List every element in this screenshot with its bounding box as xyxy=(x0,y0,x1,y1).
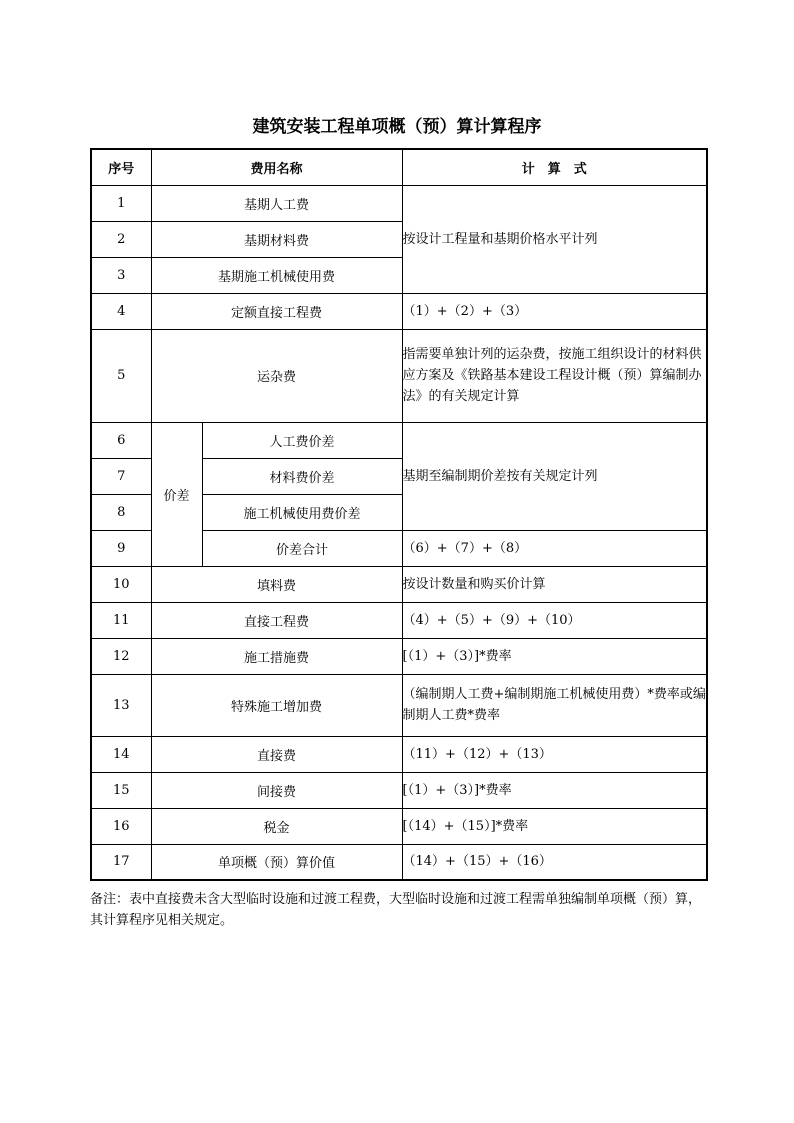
table-row xyxy=(91,602,707,638)
row-no: 4 xyxy=(91,293,151,329)
row-name: 基期人工费 xyxy=(151,185,402,221)
row-name: 特殊施工增加费 xyxy=(151,674,402,736)
row-name: 施工措施费 xyxy=(151,638,402,674)
row-formula: （4）+（5）+（9）+（10） xyxy=(402,602,707,638)
table-row xyxy=(91,808,707,844)
row-formula: [（1）+（3）]*费率 xyxy=(402,638,707,674)
row-no: 12 xyxy=(91,638,151,674)
row-no: 15 xyxy=(91,772,151,808)
header-name: 费用名称 xyxy=(151,149,402,185)
document-title: 建筑安装工程单项概（预）算计算程序 xyxy=(252,117,542,137)
row-no: 5 xyxy=(91,329,151,422)
row-no: 10 xyxy=(91,566,151,602)
price-diff-formula: 基期至编制期价差按有关规定计列 xyxy=(402,422,707,530)
row-formula: （编制期人工费+编制期施工机械使用费）*费率或编制期人工费*费率 xyxy=(402,674,707,736)
row-no: 8 xyxy=(91,494,151,530)
table-row xyxy=(91,329,707,422)
row-name: 材料费价差 xyxy=(202,458,402,494)
table-row xyxy=(91,844,707,880)
row-name: 价差合计 xyxy=(202,530,402,566)
calculation-table xyxy=(90,148,708,881)
table-row xyxy=(91,422,707,458)
header-no: 序号 xyxy=(91,149,151,185)
table-row xyxy=(91,674,707,736)
table-row xyxy=(91,293,707,329)
row-no: 7 xyxy=(91,458,151,494)
row-formula: （14）+（15）+（16） xyxy=(402,844,707,880)
row-name: 施工机械使用费价差 xyxy=(202,494,402,530)
table-row xyxy=(91,566,707,602)
row-name: 单项概（预）算价值 xyxy=(151,844,402,880)
row-no: 2 xyxy=(91,221,151,257)
row-formula: 指需要单独计列的运杂费，按施工组织设计的材料供应方案及《铁路基本建设工程设计概（预）算编制办法》的有关规定计算 xyxy=(402,329,707,422)
row-name: 填料费 xyxy=(151,566,402,602)
row-name: 运杂费 xyxy=(151,329,402,422)
row-no: 13 xyxy=(91,674,151,736)
row-name: 基期施工机械使用费 xyxy=(151,257,402,293)
row-formula: （11）+（12）+（13） xyxy=(402,736,707,772)
row-formula: [（1）+（3）]*费率 xyxy=(402,772,707,808)
row-name: 间接费 xyxy=(151,772,402,808)
row-no: 11 xyxy=(91,602,151,638)
table-row xyxy=(91,638,707,674)
table-row xyxy=(91,736,707,772)
row-no: 16 xyxy=(91,808,151,844)
row-no: 9 xyxy=(91,530,151,566)
row-formula: [（14）+（15）]*费率 xyxy=(402,808,707,844)
table-row xyxy=(91,772,707,808)
table-row xyxy=(91,185,707,221)
row-no: 1 xyxy=(91,185,151,221)
row-name: 人工费价差 xyxy=(202,422,402,458)
row-name: 直接工程费 xyxy=(151,602,402,638)
header-formula: 计 算 式 xyxy=(402,149,707,185)
row-no: 3 xyxy=(91,257,151,293)
price-diff-group: 价差 xyxy=(151,422,202,566)
row-no: 17 xyxy=(91,844,151,880)
row-formula: （1）+（2）+（3） xyxy=(402,293,707,329)
row-formula: （6）+（7）+（8） xyxy=(402,530,707,566)
row-name: 直接费 xyxy=(151,736,402,772)
row-formula: 按设计数量和购买价计算 xyxy=(402,566,707,602)
row-no: 14 xyxy=(91,736,151,772)
row-name: 税金 xyxy=(151,808,402,844)
table-header-row xyxy=(91,149,707,185)
row-name: 定额直接工程费 xyxy=(151,293,402,329)
basic-formula: 按设计工程量和基期价格水平计列 xyxy=(402,185,707,293)
footnote: 备注：表中直接费未含大型临时设施和过渡工程费，大型临时设施和过渡工程需单独编制单项概（预）算，其计算程序见相关规定。 xyxy=(90,892,702,928)
row-no: 6 xyxy=(91,422,151,458)
row-name: 基期材料费 xyxy=(151,221,402,257)
